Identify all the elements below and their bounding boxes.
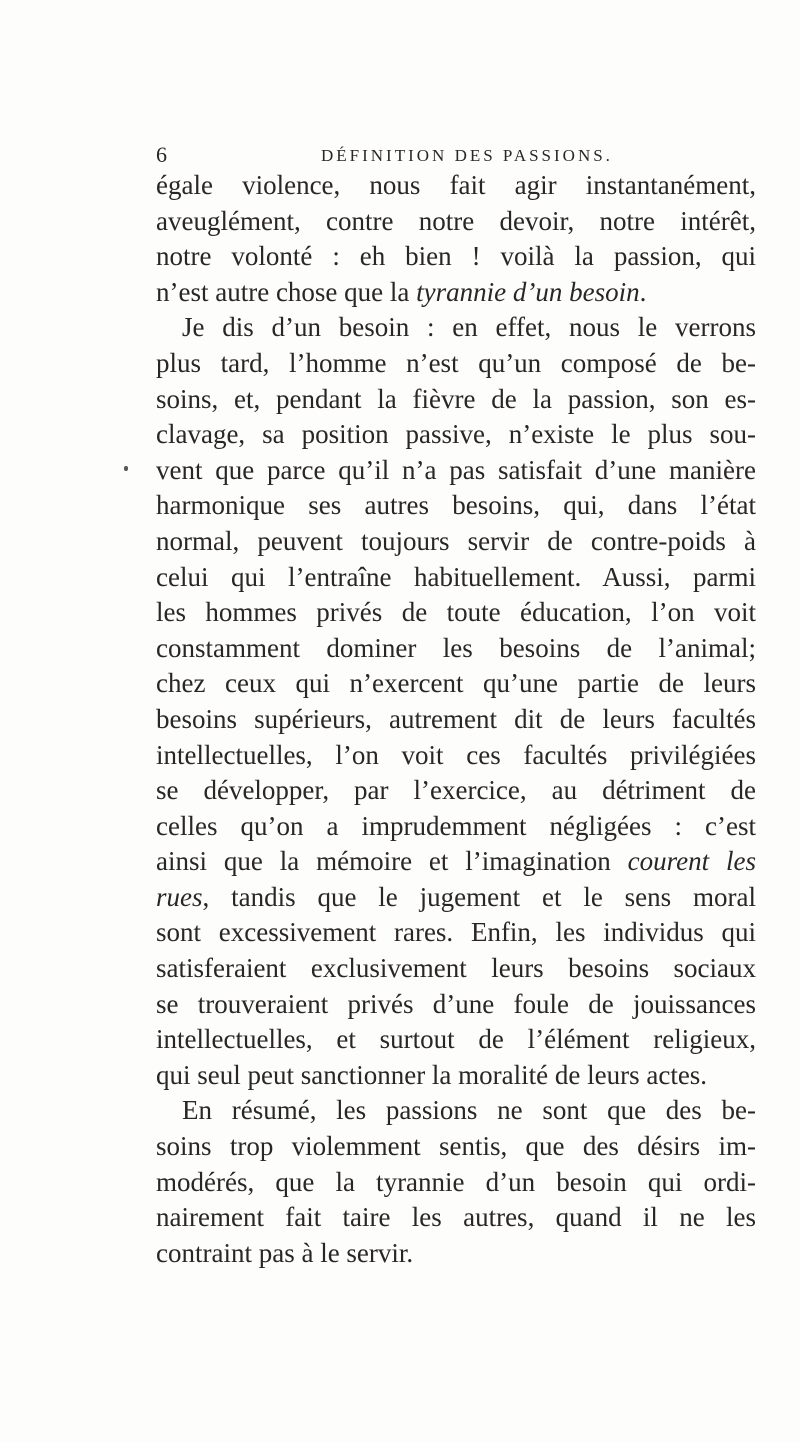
text-line: se développer, par l’exercice, au détriment de (156, 775, 756, 806)
page-number: 6 (156, 142, 168, 167)
text-line: satisferaient exclusivement leurs besoins sociaux (156, 953, 756, 984)
text-line: se trouveraient privés d’une foule de jouissances (156, 988, 756, 1019)
text-line: harmonique ses autres besoins, qui, dans l’état (156, 490, 756, 521)
text-line: rues, tandis que le jugement et le sens moral (156, 881, 756, 912)
text-line: qui seul peut sanctionner la moralité de leurs actes. (156, 1059, 708, 1090)
text-line: ainsi que la mémoire et l’imagination courent les (156, 846, 757, 877)
text-line: contraint pas à le servir. (156, 1237, 414, 1268)
text-line: celui qui l’entraîne habituellement. Aussi, parmi (156, 561, 756, 592)
text-line: normal, peuvent toujours servir de contre-poids à (156, 525, 756, 556)
text-line: clavage, sa position passive, n’existe le plus sou- (156, 419, 756, 450)
text-line: les hommes privés de toute éducation, l’on voit (156, 597, 756, 628)
text-line: aveuglément, contre notre devoir, notre intérêt, (156, 205, 756, 236)
text-line: n’est autre chose que la tyrannie d’un besoin. (156, 276, 647, 307)
ink-speck (124, 466, 128, 471)
italic-phrase: tyrannie d’un besoin (416, 276, 640, 307)
text-line: soins, et, pendant la fièvre de la passion, son es- (156, 383, 756, 414)
text-line: égale violence, nous fait agir instantanément, (156, 170, 756, 200)
text-line: sont excessivement rares. Enfin, les individus qui (156, 917, 756, 948)
text-line: Je dis d’un besoin : en effet, nous le verrons (182, 312, 756, 343)
text-line: plus tard, l’homme n’est qu’un composé de be- (156, 347, 756, 378)
italic-phrase: rues (156, 881, 203, 912)
text-line: nairement fait taire les autres, quand il ne les (156, 1202, 756, 1233)
text-line: vent que parce qu’il n’a pas satisfait d’une manière (156, 454, 756, 485)
text-line: celles qu’on a imprudemment négligées : c’est (156, 810, 756, 841)
text-line: En résumé, les passions ne sont que des be- (182, 1095, 756, 1126)
text-line: besoins supérieurs, autrement dit de leurs facultés (156, 703, 756, 734)
body-text (156, 168, 756, 1271)
text-line: notre volonté : eh bien ! voilà la passion, qui (156, 241, 756, 272)
text-line: chez ceux qui n’exercent qu’une partie de leurs (156, 668, 756, 699)
text-line: intellectuelles, et surtout de l’élément religieux, (156, 1024, 756, 1055)
text-line: intellectuelles, l’on voit ces facultés privilégiées (156, 739, 756, 770)
text-line: soins trop violemment sentis, que des désirs im- (156, 1131, 756, 1162)
running-title: DÉFINITION DES PASSIONS. (321, 146, 613, 165)
text-line: constamment dominer les besoins de l’animal; (156, 632, 756, 663)
italic-phrase: courent les (627, 846, 757, 877)
text-line: modérés, que la tyrannie d’un besoin qui ordi- (156, 1166, 756, 1197)
